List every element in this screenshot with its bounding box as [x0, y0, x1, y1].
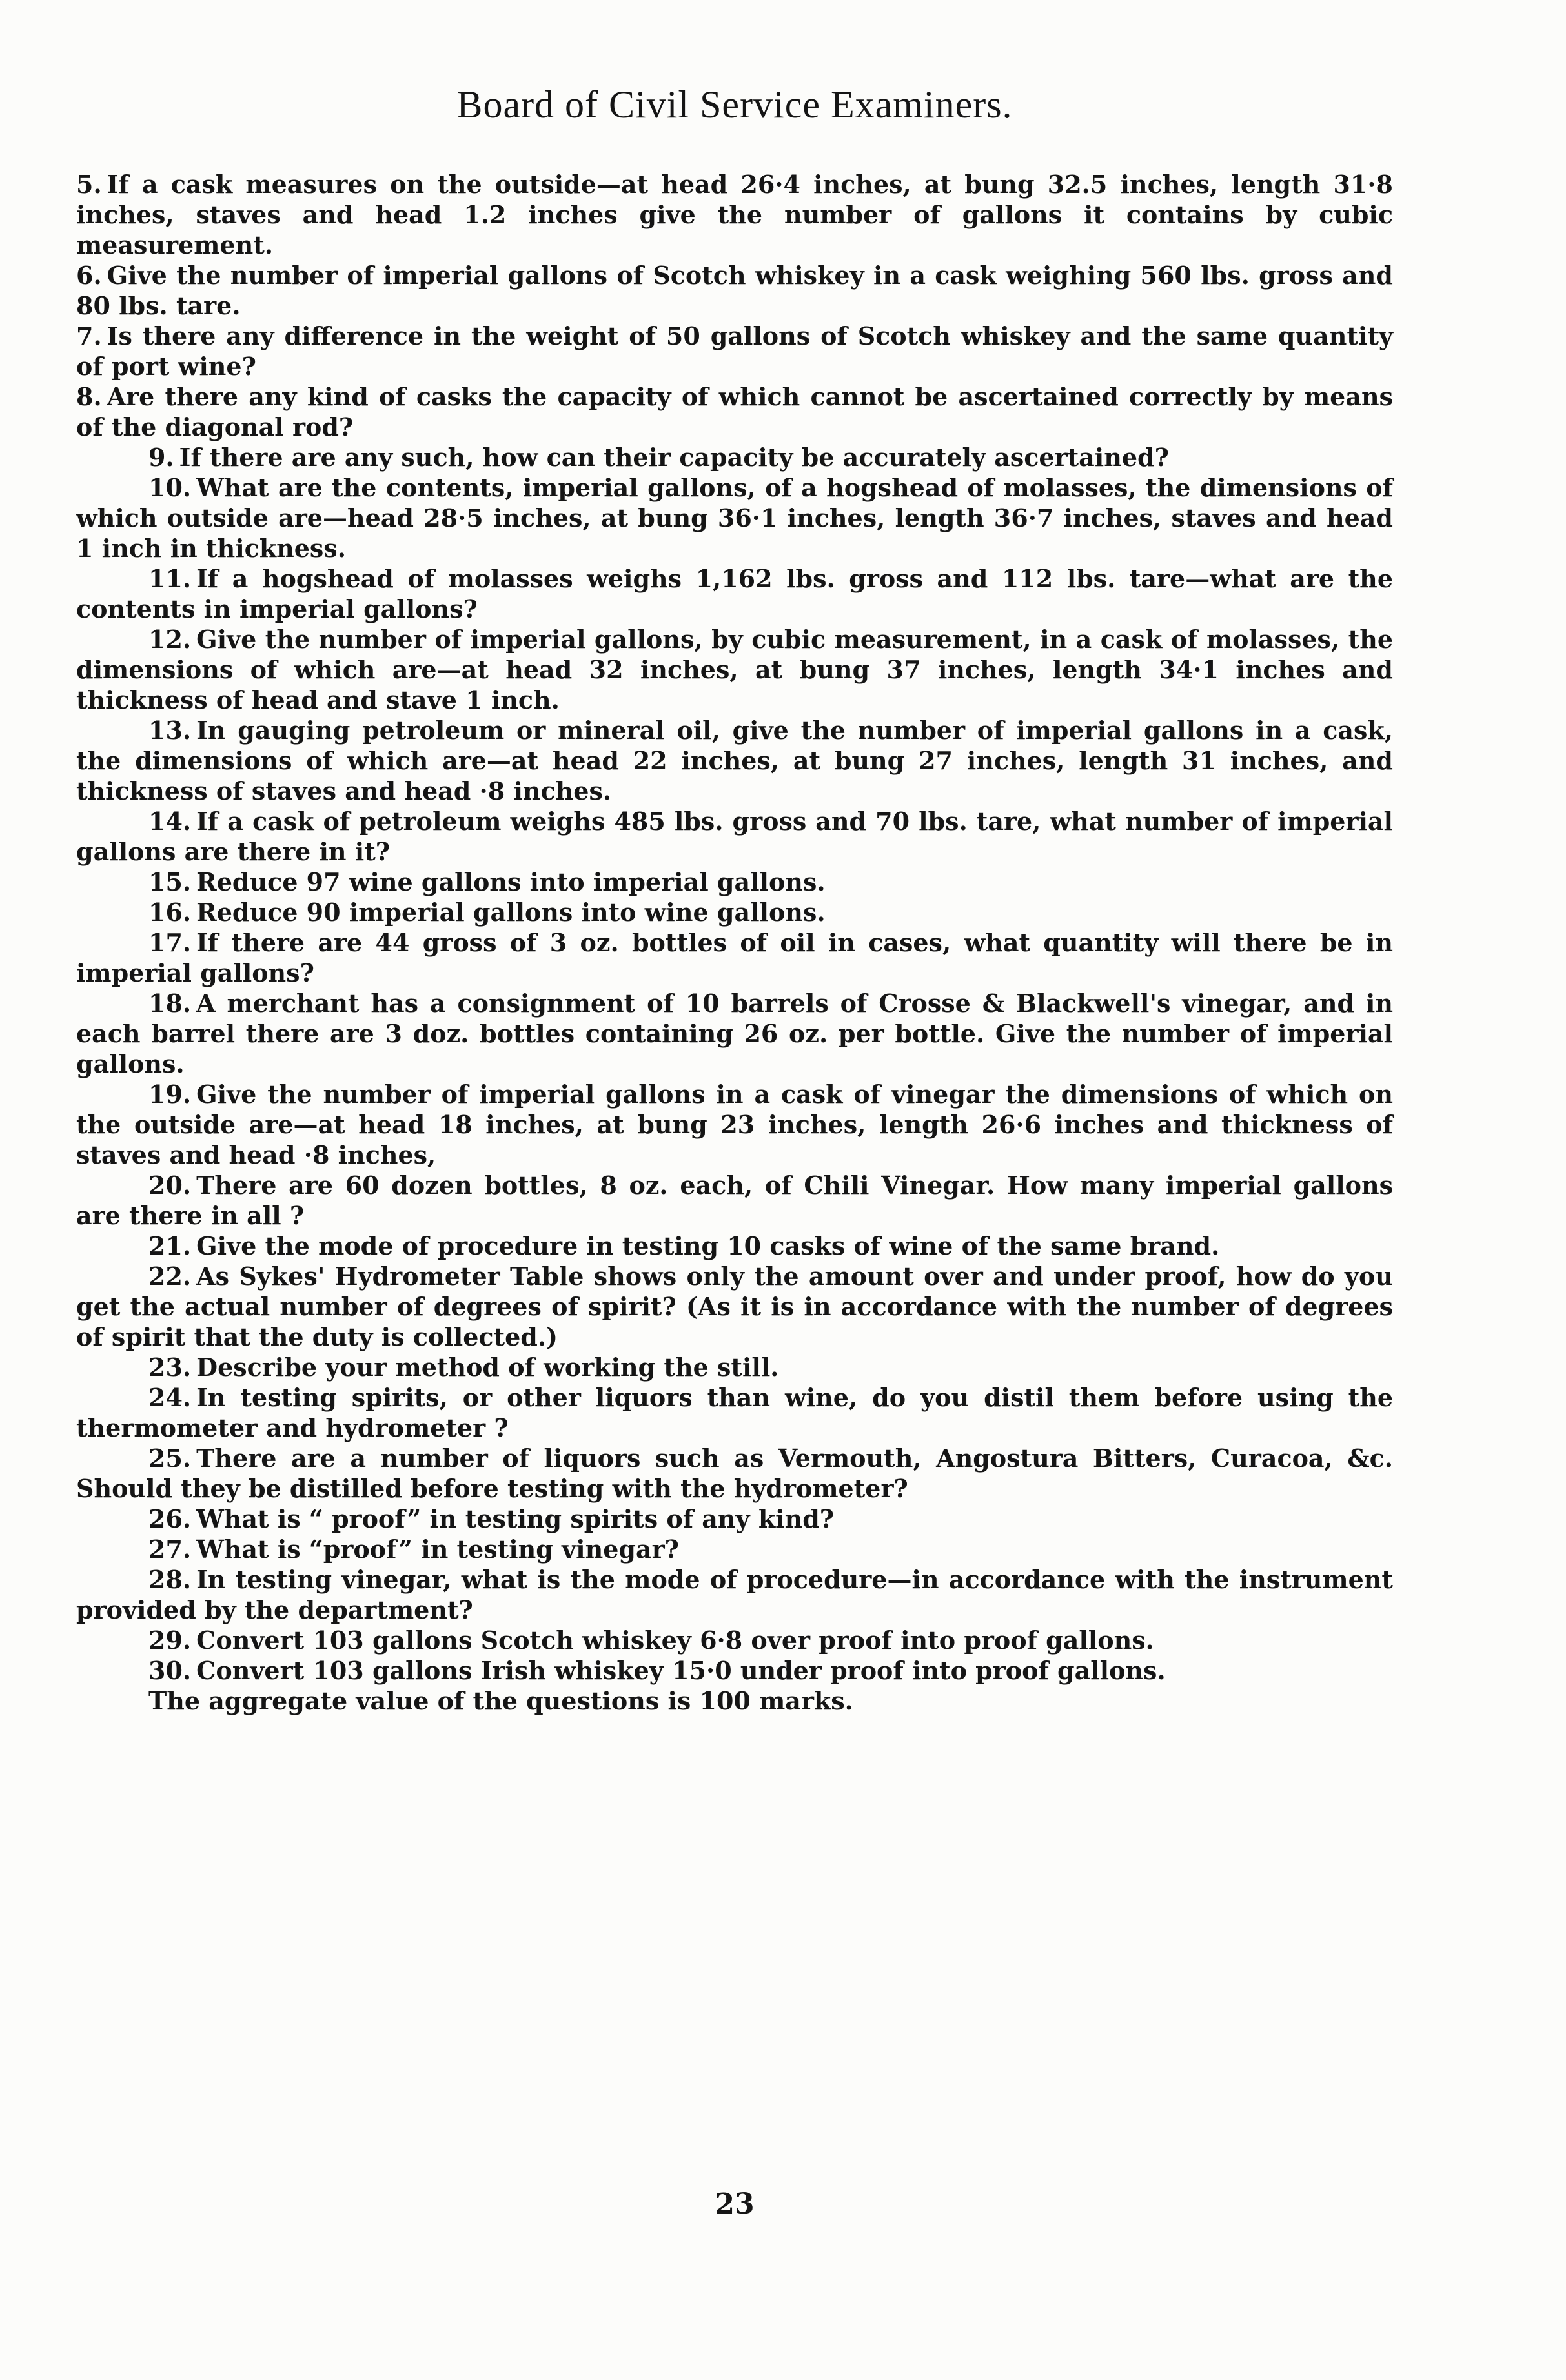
page-number: 23 — [715, 2188, 755, 2221]
question-item: 29. Convert 103 gallons Scotch whiskey 6·8 over proof into proof gallons. — [148, 1626, 1154, 1655]
question-item: 28. In testing vinegar, what is the mode of procedure—in accordance with the instrument provided by the department? — [76, 1565, 1393, 1624]
question-item: 24. In testing spirits, or other liquors than wine, do you distil them before using the thermometer and hydrometer ? — [76, 1383, 1393, 1442]
page-header: Board of Civil Service Examiners. — [456, 83, 1013, 126]
question-item: 23. Describe your method of working the still. — [148, 1353, 779, 1382]
question-item: 14. If a cask of petroleum weighs 485 lbs. gross and 70 lbs. tare, what number of imperial gallons are there in it? — [76, 807, 1393, 866]
question-item: 18. A merchant has a consignment of 10 barrels of Crosse & Blackwell's vinegar, and in each barrel there are 3 doz. bottles containing 26 oz. per bottle. Give the number of imperial gallons. — [76, 989, 1393, 1078]
question-item: 26. What is “ proof” in testing spirits of any kind? — [148, 1504, 835, 1533]
footer-note: The aggregate value of the questions is 100 marks. — [148, 1686, 853, 1715]
question-item: 30. Convert 103 gallons Irish whiskey 15·0 under proof into proof gallons. — [148, 1656, 1166, 1685]
question-item: 22. As Sykes' Hydrometer Table shows only the amount over and under proof, how do you get the actual number of degrees of spirit? (As it is in accordance with the number of degrees of spirit that the duty is collected.) — [76, 1262, 1393, 1351]
question-item: 12. Give the number of imperial gallons, by cubic measurement, in a cask of molasses, the dimensions of which are—at head 32 inches, at bung 37 inches, length 34·1 inches and thickness of head and stave 1 inch. — [76, 625, 1393, 714]
question-item: 13. In gauging petroleum or mineral oil, give the number of imperial gallons in a cask, the dimensions of which are—at head 22 inches, at bung 27 inches, length 31 inches, and thickness of staves and head ·8 inches. — [76, 716, 1393, 805]
question-list — [76, 169, 1393, 1716]
question-item: 6. Give the number of imperial gallons of Scotch whiskey in a cask weighing 560 lbs. gross and 80 lbs. tare. — [76, 261, 1393, 320]
question-item: 10. What are the contents, imperial gallons, of a hogshead of molasses, the dimensions of which outside are—head 28·5 inches, at bung 36·1 inches, length 36·7 inches, staves and head 1 inch in thickness. — [76, 473, 1393, 563]
document-page — [76, 0, 1393, 2380]
question-item: 7. Is there any difference in the weight of 50 gallons of Scotch whiskey and the same quantity of port wine? — [76, 321, 1393, 381]
question-item: 5. If a cask measures on the outside—at head 26·4 inches, at bung 32.5 inches, length 31·8 inches, staves and head 1.2 inches give the number of gallons it contains by cubic measurement. — [76, 170, 1393, 259]
question-item: 20. There are 60 dozen bottles, 8 oz. each, of Chili Vinegar. How many imperial gallons are there in all ? — [76, 1171, 1393, 1230]
question-item: 8. Are there any kind of casks the capacity of which cannot be ascertained correctly by means of the diagonal rod? — [76, 382, 1393, 441]
question-item: 25. There are a number of liquors such as Vermouth, Angostura Bitters, Curacoa, &c. Should they be distilled before testing with the hydrometer? — [76, 1444, 1393, 1503]
question-item: 17. If there are 44 gross of 3 oz. bottles of oil in cases, what quantity will there be in imperial gallons? — [76, 928, 1393, 987]
question-item: 15. Reduce 97 wine gallons into imperial gallons. — [148, 867, 826, 896]
question-item: 21. Give the mode of procedure in testing 10 casks of wine of the same brand. — [148, 1231, 1220, 1260]
question-item: 9. If there are any such, how can their capacity be accurately ascertained? — [148, 443, 1169, 472]
question-item: 19. Give the number of imperial gallons in a cask of vinegar the dimensions of which on the outside are—at head 18 inches, at bung 23 inches, length 26·6 inches and thickness of staves and head ·8 inches, — [76, 1080, 1393, 1169]
question-item: 16. Reduce 90 imperial gallons into wine gallons. — [148, 898, 826, 927]
question-item: 27. What is “proof” in testing vinegar? — [148, 1535, 679, 1564]
question-item: 11. If a hogshead of molasses weighs 1,162 lbs. gross and 112 lbs. tare—what are the contents in imperial gallons? — [76, 564, 1393, 623]
